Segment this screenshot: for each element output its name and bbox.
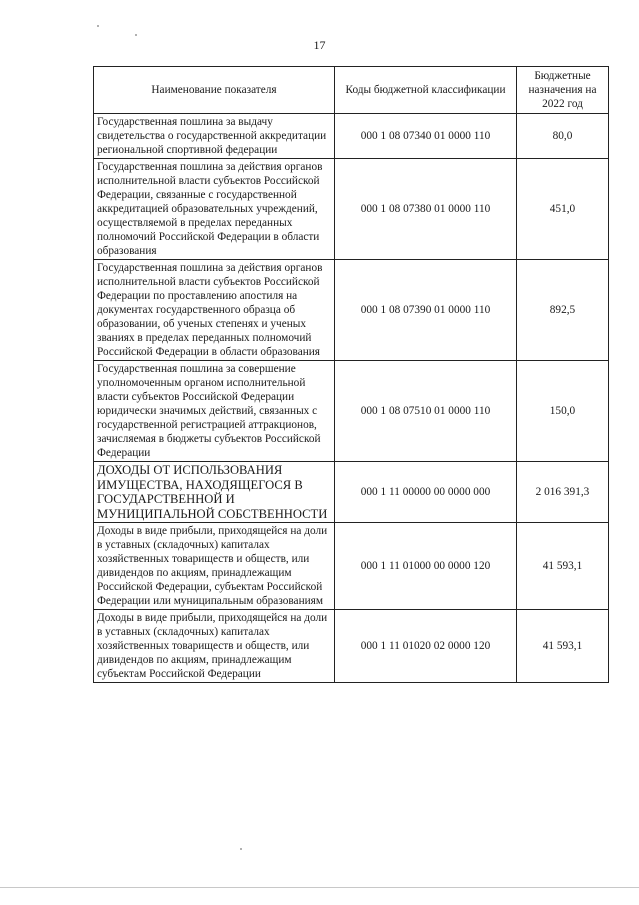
table-row (94, 610, 609, 683)
table-header-row (94, 67, 609, 114)
row-name: Государственная пошлина за действия органов исполнительной власти субъектов Российской Федерации по проставлению апостиля на документах государственного образца об образовании, об ученых степенях и ученых званиях в пределах переданных полномочий Российской Федерации в области образования (94, 260, 335, 361)
scan-speck (97, 25, 99, 27)
row-value: 892,5 (517, 260, 609, 361)
header-budget-2022: Бюджетные назначения на 2022 год (517, 67, 609, 114)
row-value: 451,0 (517, 159, 609, 260)
row-code: 000 1 11 01020 02 0000 120 (335, 610, 517, 683)
row-value: 80,0 (517, 114, 609, 159)
row-value: 150,0 (517, 361, 609, 462)
row-code: 000 1 08 07340 01 0000 110 (335, 114, 517, 159)
scan-edge-line (0, 887, 639, 888)
row-code: 000 1 08 07380 01 0000 110 (335, 159, 517, 260)
row-value: 2 016 391,3 (517, 462, 609, 523)
table-row-section-heading (94, 462, 609, 523)
scan-speck (240, 848, 242, 850)
table-row (94, 260, 609, 361)
row-name: ДОХОДЫ ОТ ИСПОЛЬЗОВАНИЯ ИМУЩЕСТВА, НАХОДЯЩЕГОСЯ В ГОСУДАРСТВЕННОЙ И МУНИЦИПАЛЬНОЙ СОБСТВЕННОСТИ (94, 462, 335, 523)
table-row (94, 523, 609, 610)
row-code: 000 1 11 01000 00 0000 120 (335, 523, 517, 610)
row-value: 41 593,1 (517, 610, 609, 683)
page-number: 17 (313, 38, 326, 52)
header-indicator-name: Наименование показателя (94, 67, 335, 114)
budget-table (93, 66, 609, 683)
row-code: 000 1 08 07510 01 0000 110 (335, 361, 517, 462)
row-name: Государственная пошлина за действия органов исполнительной власти субъектов Российской Федерации, связанные с государственной аккредитацией образовательных учреждений, осуществляемой в пределах переданных полномочий Российской Федерации в области образования (94, 159, 335, 260)
row-name: Государственная пошлина за совершение уполномоченным органом исполнительной власти субъектов Российской Федерации юридически значимых действий, связанных с государственной регистрацией аттракционов, зачисляемая в бюджеты субъектов Российской Федерации (94, 361, 335, 462)
row-value: 41 593,1 (517, 523, 609, 610)
row-code: 000 1 11 00000 00 0000 000 (335, 462, 517, 523)
table-row (94, 361, 609, 462)
row-name: Доходы в виде прибыли, приходящейся на доли в уставных (складочных) капиталах хозяйственных товариществ и обществ, или дивидендов по акциям, принадлежащим Российской Федерации, субъектам Российской Федерации или муниципальным образованиям (94, 523, 335, 610)
row-name: Государственная пошлина за выдачу свидетельства о государственной аккредитации региональной спортивной федерации (94, 114, 335, 159)
table-row (94, 159, 609, 260)
row-code: 000 1 08 07390 01 0000 110 (335, 260, 517, 361)
table-row (94, 114, 609, 159)
header-budget-codes: Коды бюджетной классификации (335, 67, 517, 114)
scan-speck (135, 34, 137, 36)
row-name: Доходы в виде прибыли, приходящейся на доли в уставных (складочных) капиталах хозяйственных товариществ и обществ, или дивидендов по акциям, принадлежащим субъектам Российской Федерации (94, 610, 335, 683)
